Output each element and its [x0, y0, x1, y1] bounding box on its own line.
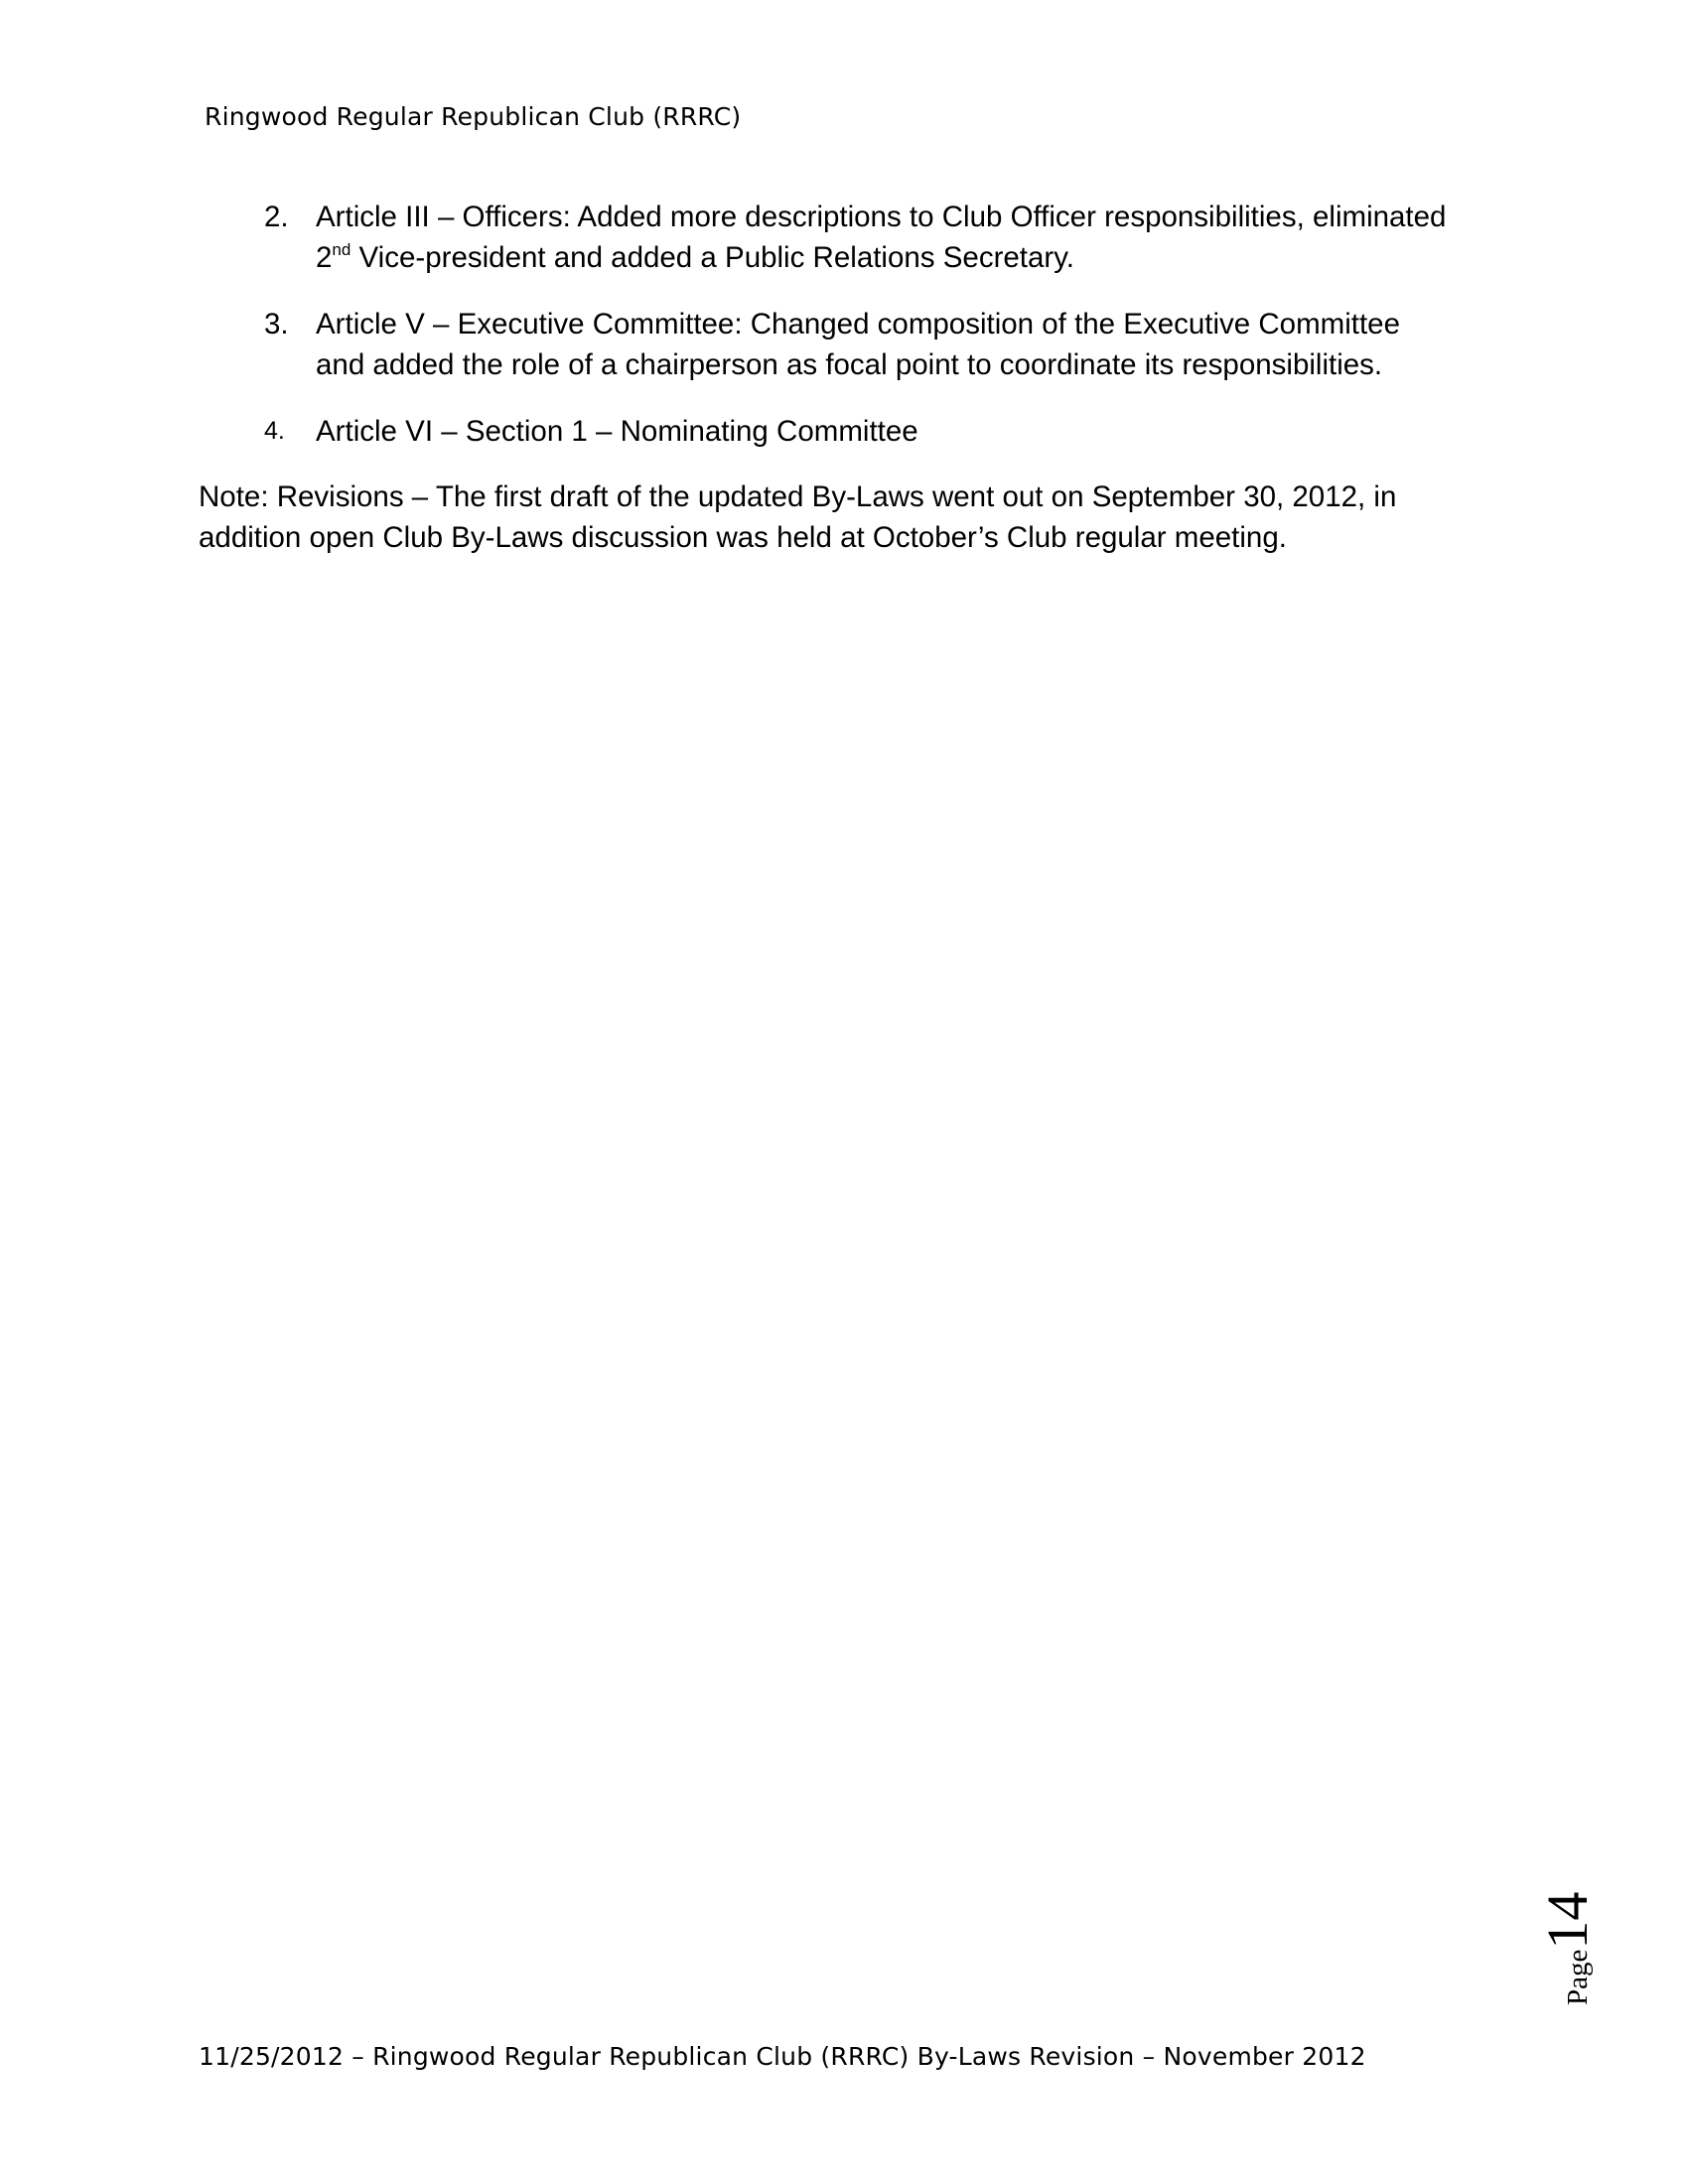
list-item-text-before: Article III – Officers: Added more descriptions to Club Officer responsibilities, eliminated 2: [316, 201, 1447, 274]
list-item-number: 2.: [264, 201, 289, 233]
list-item-text-after: Vice-president and added a Public Relations Secretary.: [351, 241, 1074, 274]
ordinal-superscript: nd: [332, 240, 352, 259]
page-number-label: Page: [1562, 1949, 1594, 2005]
page-footer: 11/25/2012 – Ringwood Regular Republican Club (RRRC) By-Laws Revision – November 2012: [199, 2042, 1366, 2071]
list-item: [199, 304, 1450, 385]
list-item-text: Article VI – Section 1 – Nominating Committee: [316, 415, 918, 448]
revision-note: Note: Revisions – The first draft of the updated By-Laws went out on September 30, 2012, in addition open Club By-Laws discussion was held at October’s Club regular meeting.: [199, 480, 1397, 554]
list-item: [199, 411, 1450, 452]
list-item-number: 4.: [264, 417, 285, 445]
revision-list: [199, 197, 1450, 478]
list-item-text: [316, 197, 1450, 278]
list-item: [199, 197, 1450, 278]
page-number-value: 14: [1535, 1891, 1600, 1950]
list-item-number: 3.: [264, 308, 289, 341]
page-header: Ringwood Regular Republican Club (RRRC): [205, 102, 742, 131]
page-number: [1535, 1777, 1658, 2005]
page-number-rotated: [1535, 1891, 1600, 2005]
list-item-text: Article V – Executive Committee: Changed composition of the Executive Committee and added the role of a chairperson as focal point to coordinate its responsibilities.: [316, 308, 1400, 381]
